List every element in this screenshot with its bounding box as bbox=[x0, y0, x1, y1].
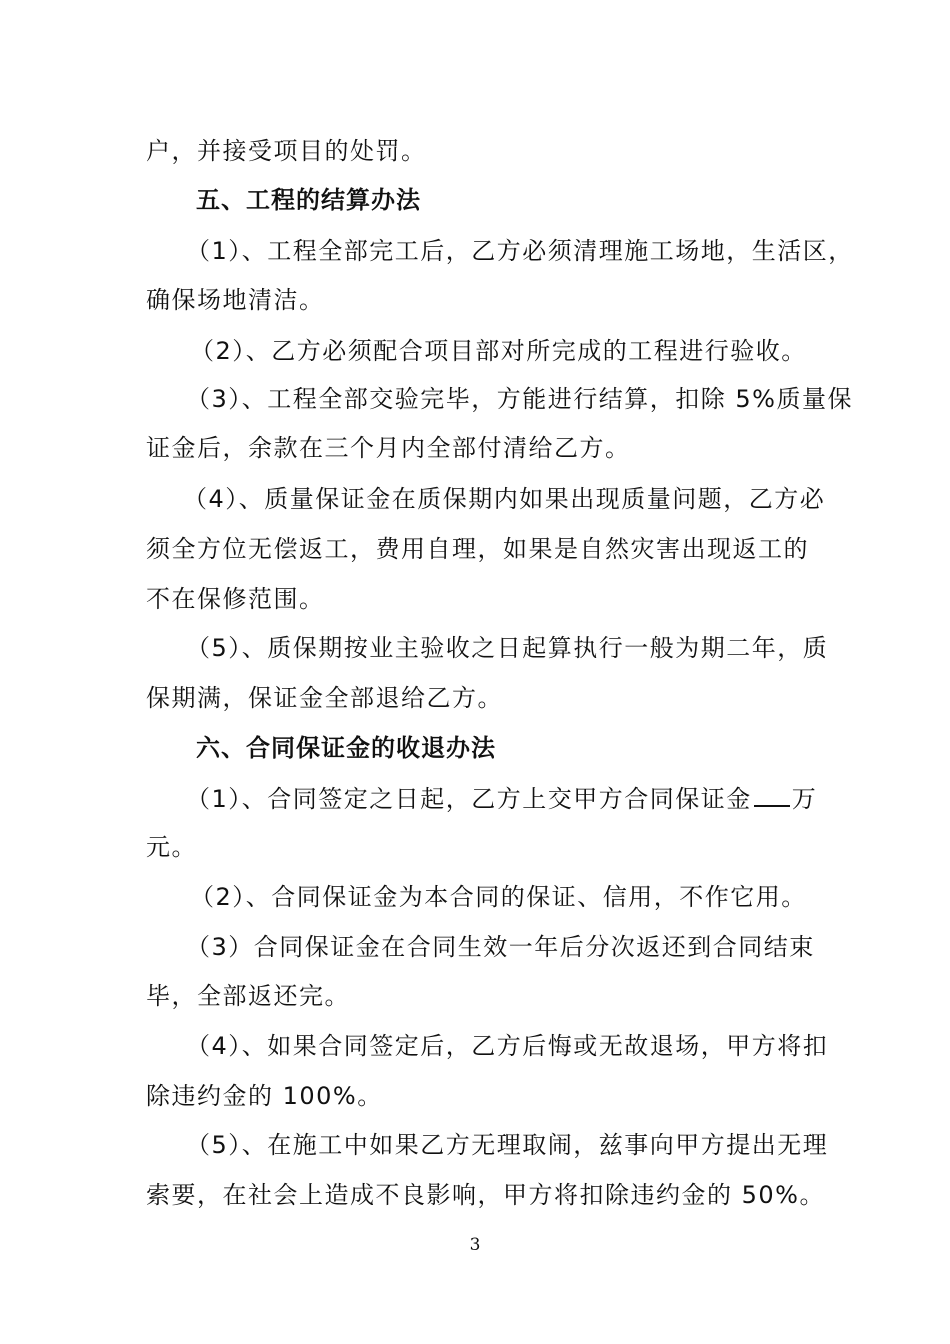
text-line-6-5a: （5）、在施工中如果乙方无理取闹，兹事向甲方提出无理 bbox=[186, 1131, 829, 1159]
text-line-6-3a: （3）合同保证金在合同生效一年后分次返还到合同结束 bbox=[186, 933, 815, 961]
text-line-5-1a: （1）、工程全部完工后，乙方必须清理施工场地，生活区， bbox=[186, 237, 854, 265]
text-line-5-3a: （3）、工程全部交验完毕，方能进行结算，扣除 5%质量保 bbox=[186, 385, 853, 413]
fill-in-blank bbox=[754, 783, 790, 807]
text-line-6-4a: （4）、如果合同签定后，乙方后悔或无故退场，甲方将扣 bbox=[186, 1032, 829, 1060]
text-line-5-4a: （4）、质量保证金在质保期内如果出现质量问题，乙方必 bbox=[183, 485, 826, 513]
section-heading-5: 五、工程的结算办法 bbox=[196, 186, 421, 214]
text-line-6-1b: 元。 bbox=[146, 833, 197, 861]
text-line-5-5b: 保期满，保证金全部退给乙方。 bbox=[146, 684, 503, 712]
text-line-5-4c: 不在保修范围。 bbox=[146, 585, 325, 613]
text-line-6-2: （2）、合同保证金为本合同的保证、信用，不作它用。 bbox=[190, 883, 807, 911]
text-line-6-3b: 毕，全部返还完。 bbox=[146, 982, 350, 1010]
text-line-5-1b: 确保场地清洁。 bbox=[146, 286, 325, 314]
text-line-5-2: （2）、乙方必须配合项目部对所完成的工程进行验收。 bbox=[190, 337, 807, 365]
text-line-6-1a-text: （1）、合同签定之日起，乙方上交甲方合同保证金 bbox=[186, 785, 752, 813]
text-line-1: 户，并接受项目的处罚。 bbox=[146, 137, 427, 165]
text-line-6-1a-unit: 万 bbox=[791, 785, 818, 813]
text-line-5-3b: 证金后，余款在三个月内全部付清给乙方。 bbox=[146, 434, 631, 462]
text-line-6-5b: 索要，在社会上造成不良影响，甲方将扣除违约金的 50%。 bbox=[146, 1181, 825, 1209]
page-number: 3 bbox=[469, 1235, 481, 1255]
section-heading-6: 六、合同保证金的收退办法 bbox=[196, 734, 496, 762]
text-line-5-4b: 须全方位无偿返工，费用自理，如果是自然灾害出现返工的 bbox=[146, 535, 809, 563]
text-line-6-1a bbox=[186, 783, 817, 814]
text-line-5-5a: （5）、质保期按业主验收之日起算执行一般为期二年，质 bbox=[186, 634, 829, 662]
text-line-6-4b: 除违约金的 100%。 bbox=[146, 1082, 383, 1110]
